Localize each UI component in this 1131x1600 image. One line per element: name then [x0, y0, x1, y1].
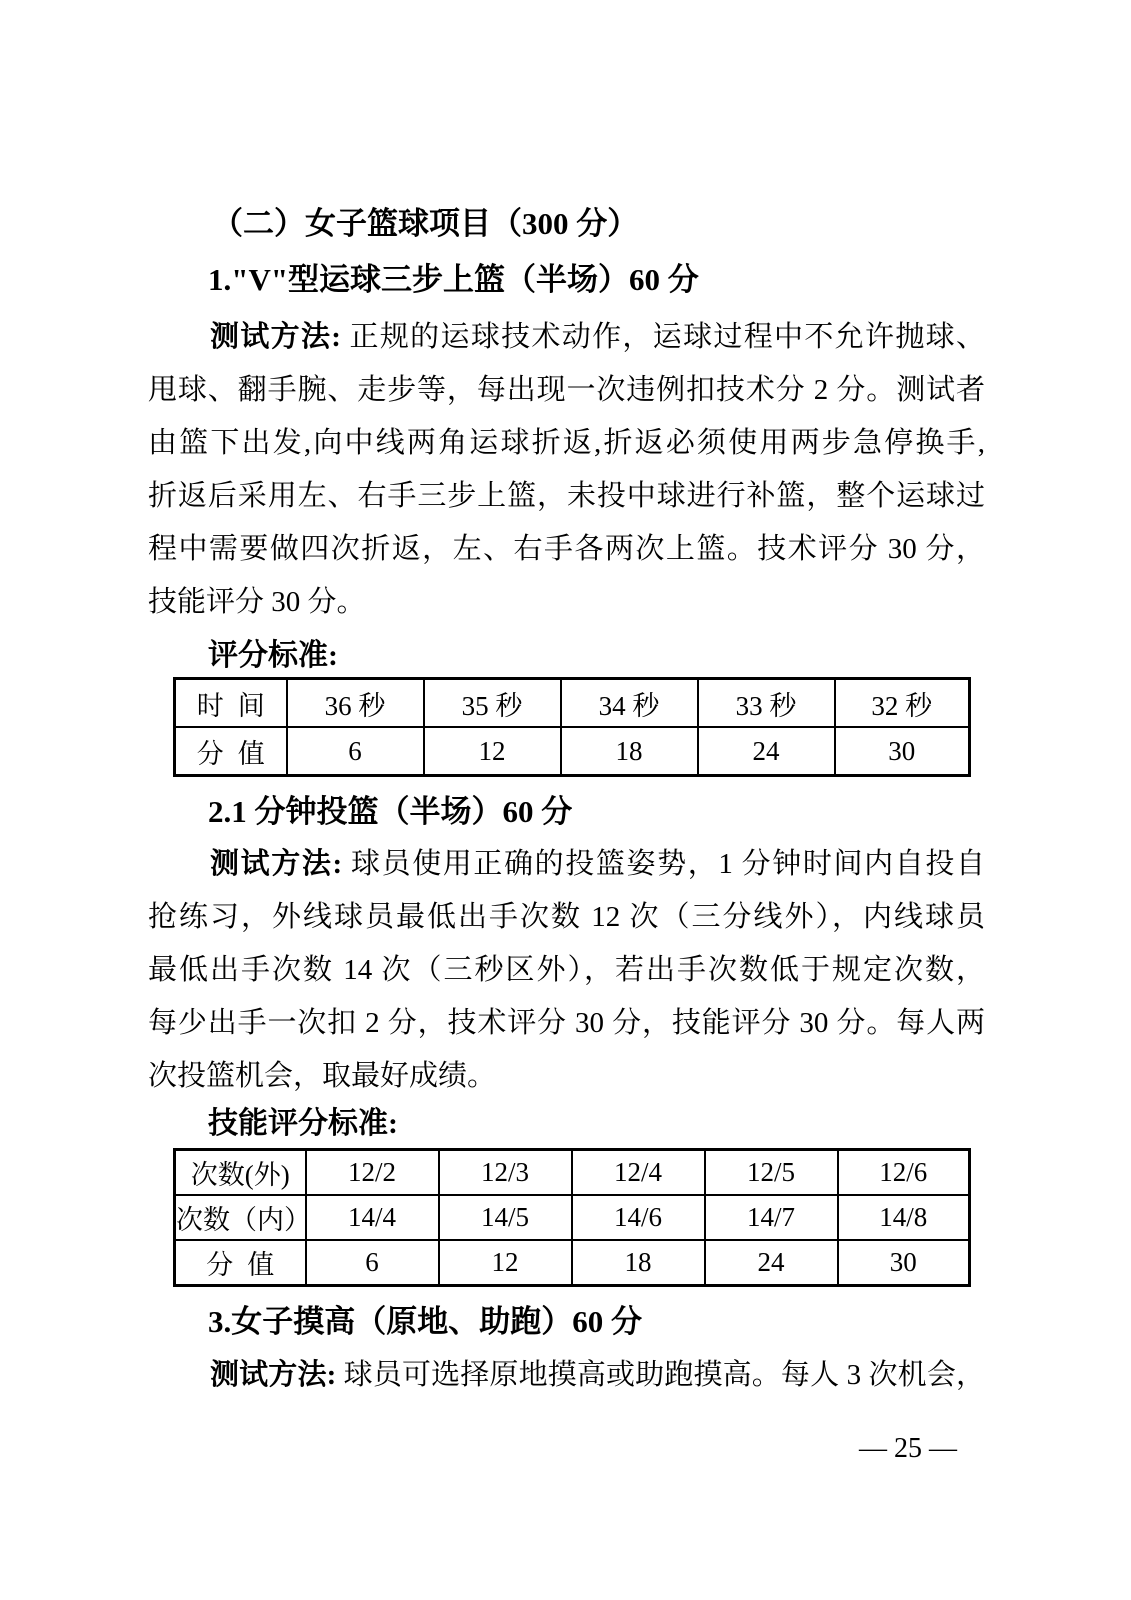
table-cell: 30 [838, 1240, 970, 1286]
table-cell: 14/5 [439, 1195, 572, 1240]
method-paragraph-3 [148, 1349, 985, 1402]
table-cell: 14/6 [572, 1195, 705, 1240]
paragraph-line: 程中需要做四次折返，左、右手各两次上篮。技术评分 30 分， [148, 533, 985, 565]
row-header-cell: 分值 [175, 1240, 306, 1286]
paragraph-line: 甩球、翻手腕、走步等，每出现一次违例扣技术分 2 分。测试者 [148, 374, 985, 406]
section-title: （二）女子篮球项目（300 分） [212, 206, 639, 241]
table-row [175, 1150, 970, 1196]
skill-scoring-table [173, 1148, 971, 1287]
table-cell: 18 [561, 727, 698, 776]
table-cell: 12/4 [572, 1150, 705, 1196]
method-label: 测试方法: [210, 1359, 337, 1391]
table-cell: 36 秒 [287, 679, 424, 728]
page-content [148, 0, 985, 1464]
table-cell: 24 [705, 1240, 838, 1286]
page-number: — 25 — [859, 1433, 957, 1464]
method-label: 测试方法: [210, 848, 343, 880]
table-cell: 32 秒 [835, 679, 970, 728]
paragraph-line: 折返后采用左、右手三步上篮，未投中球进行补篮，整个运球过 [148, 480, 985, 512]
paragraph-line: 抢练习，外线球员最低出手次数 12 次（三分线外），内线球员 [148, 901, 985, 933]
table-cell: 12/5 [705, 1150, 838, 1196]
table-cell: 12 [439, 1240, 572, 1286]
paragraph-text: 球员可选择原地摸高或助跑摸高。每人 3 次机会， [336, 1359, 985, 1391]
table-cell: 12 [424, 727, 561, 776]
paragraph-line [148, 1349, 985, 1402]
paragraph-line [148, 838, 985, 891]
heading-one-minute-shooting: 2.1 分钟投篮（半场）60 分 [208, 794, 573, 829]
scoring-table-1 [173, 677, 971, 777]
table-cell: 12/3 [439, 1150, 572, 1196]
table-cell: 24 [698, 727, 835, 776]
row-header-cell: 次数（内） [175, 1195, 306, 1240]
table-row [175, 1195, 970, 1240]
paragraph-line: 技能评分 30 分。 [148, 586, 366, 618]
paragraph-line: 最低出手次数 14 次（三秒区外），若出手次数低于规定次数， [148, 954, 985, 986]
table-row [175, 727, 970, 776]
paragraph-line: 次投篮机会，取最好成绩。 [148, 1060, 497, 1092]
table-cell: 30 [835, 727, 970, 776]
table-cell: 6 [287, 727, 424, 776]
paragraph-text: 正规的运球技术动作，运球过程中不允许抛球、 [340, 321, 985, 353]
table-row [175, 1240, 970, 1286]
heading-v-dribble-layup: 1."V"型运球三步上篮（半场）60 分 [208, 262, 699, 297]
paragraph-line: 每少出手一次扣 2 分，技术评分 30 分，技能评分 30 分。每人两 [148, 1007, 985, 1039]
method-paragraph-2 [148, 838, 985, 1103]
table-cell: 33 秒 [698, 679, 835, 728]
table-cell: 18 [572, 1240, 705, 1286]
table-cell: 6 [306, 1240, 439, 1286]
paragraph-line: 由篮下出发,向中线两角运球折返,折返必须使用两步急停换手, [148, 427, 985, 459]
paragraph-text: 球员使用正确的投篮姿势，1 分钟时间内自投自 [342, 848, 985, 880]
table-cell: 14/8 [838, 1195, 970, 1240]
table-row [175, 679, 970, 728]
table-cell: 14/7 [705, 1195, 838, 1240]
scoring-standard-label: 评分标准: [208, 639, 338, 672]
table-cell: 12/6 [838, 1150, 970, 1196]
method-paragraph-1 [148, 311, 985, 629]
skill-scoring-standard-label: 技能评分标准: [208, 1107, 398, 1140]
paragraph-line [148, 311, 985, 364]
method-label: 测试方法: [210, 321, 341, 353]
row-header-cell: 次数(外) [175, 1150, 306, 1196]
table-cell: 14/4 [306, 1195, 439, 1240]
row-header-cell: 分值 [175, 727, 287, 776]
table-cell: 34 秒 [561, 679, 698, 728]
heading-touch-height: 3.女子摸高（原地、助跑）60 分 [208, 1304, 642, 1339]
row-header-cell: 时间 [175, 679, 287, 728]
table-cell: 35 秒 [424, 679, 561, 728]
table-cell: 12/2 [306, 1150, 439, 1196]
